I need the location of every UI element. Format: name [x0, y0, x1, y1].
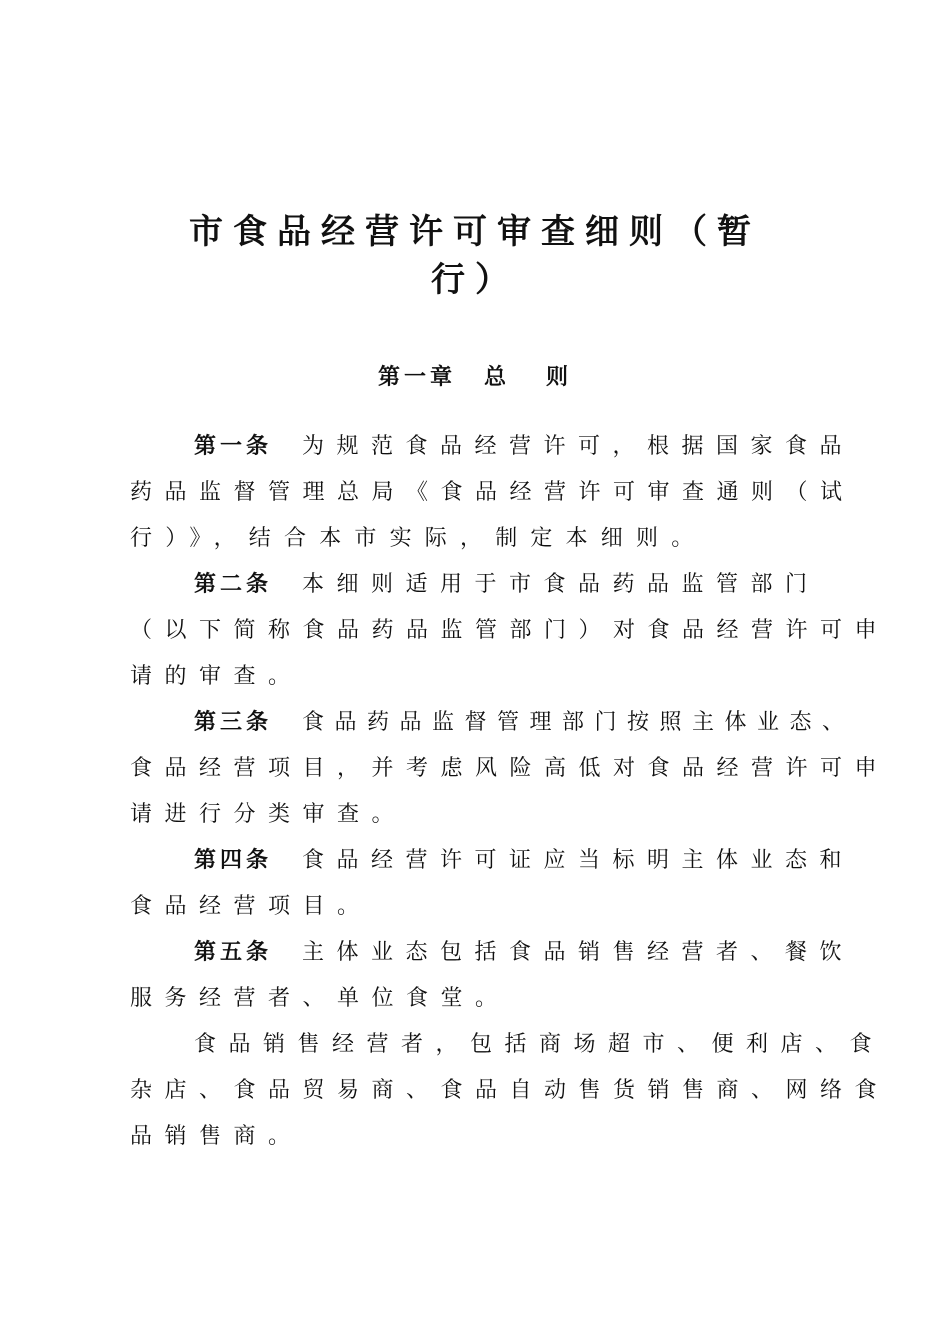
article-2-line-1 — [130, 562, 835, 608]
chapter-name-part2: 则 — [546, 365, 573, 390]
article-1-line-1 — [130, 424, 855, 470]
article-3-line-3: 请进行分类审查。 — [130, 802, 407, 827]
article-3-text-1: 食品药品监督管理部门按照主体业态、 — [302, 710, 855, 735]
article-3-number: 第三条 — [194, 710, 273, 735]
article-1-text-1: 为规范食品经营许可，根据国家食品 — [302, 434, 855, 459]
document-title — [130, 208, 820, 304]
title-line-1: 市食品经营许可审查细则（暂 — [189, 212, 761, 252]
chapter-name-part1: 总 — [483, 365, 510, 390]
article-5-number: 第五条 — [194, 940, 273, 965]
article-5-line-1 — [130, 930, 855, 976]
article-1-line-2: 药品监督管理总局《食品经营许可审查通则（试 — [130, 480, 855, 505]
article-2-number: 第二条 — [194, 572, 273, 597]
document-body — [130, 424, 890, 1160]
article-4-text-1: 食品经营许可证应当标明主体业态和 — [302, 848, 855, 873]
paragraph-line-3: 品销售商。 — [130, 1124, 303, 1149]
title-line-2: 行） — [431, 260, 519, 300]
chapter-heading — [130, 362, 820, 394]
chapter-number: 第一章 — [377, 365, 456, 390]
paragraph-line-1: 食品销售经营者，包括商场超市、便利店、食 — [194, 1032, 885, 1057]
article-4-line-2: 食品经营项目。 — [130, 894, 372, 919]
article-3-line-2: 食品经营项目，并考虑风险高低对食品经营许可申 — [130, 756, 890, 781]
article-4-number: 第四条 — [194, 848, 273, 873]
article-2-line-3: 请的审查。 — [130, 664, 303, 689]
article-1-number: 第一条 — [194, 434, 273, 459]
article-3-line-1 — [130, 700, 855, 746]
article-4-line-1 — [130, 838, 855, 884]
article-5-text-1: 主体业态包括食品销售经营者、餐饮 — [302, 940, 855, 965]
article-2-text-1: 本细则适用于市食品药品监管部门 — [302, 572, 820, 597]
article-1-line-3: 行）》，结合本市实际，制定本细则。 — [130, 526, 707, 551]
article-5-line-2: 服务经营者、单位食堂。 — [130, 986, 510, 1011]
article-2-line-2: （以下简称食品药品监管部门）对食品经营许可申 — [130, 618, 890, 643]
paragraph-line-2: 杂店、食品贸易商、食品自动售货销售商、网络食 — [130, 1078, 890, 1103]
